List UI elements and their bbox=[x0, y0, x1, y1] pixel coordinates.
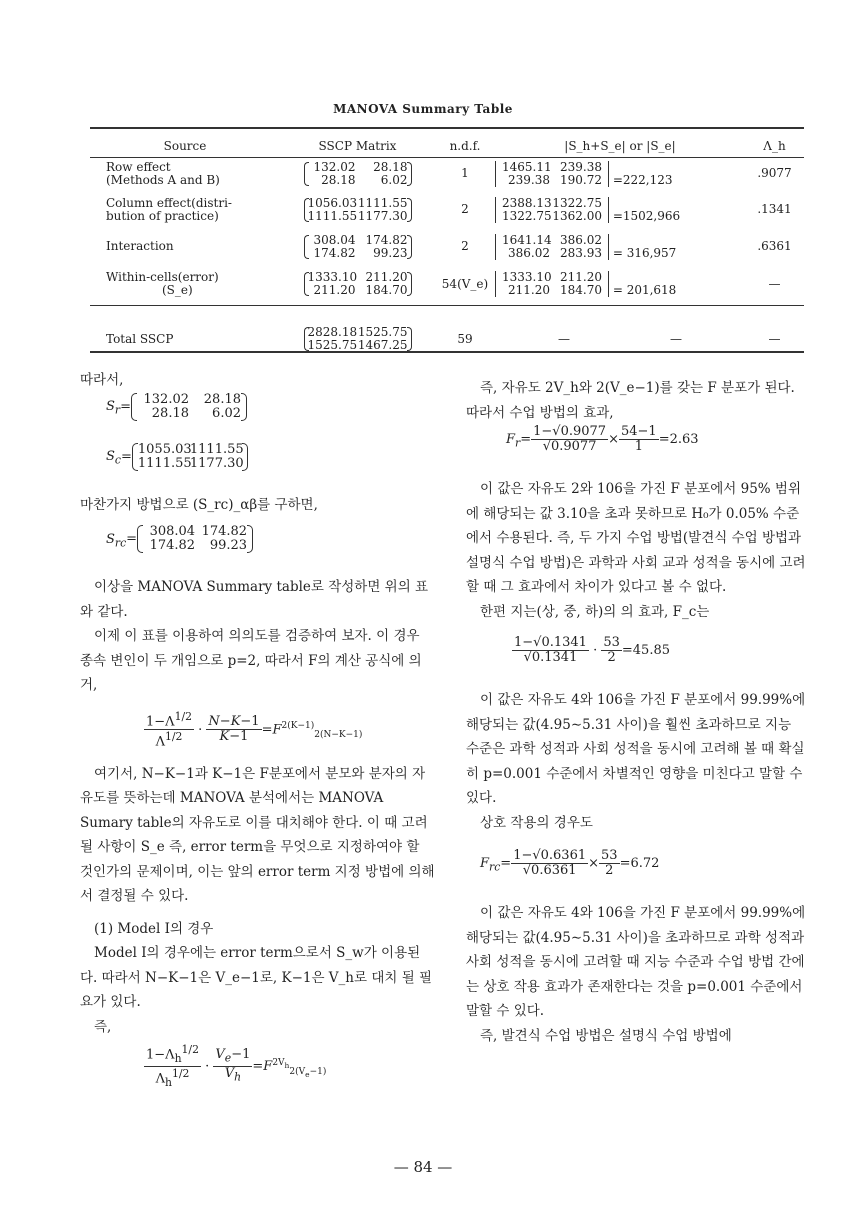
sscp-matrix: 1333.10 211.20 211.20 184.70 bbox=[304, 271, 412, 297]
det-matrix: 2388.131322.75 1322.751362.00 bbox=[495, 197, 609, 223]
table-row: Interaction 308.04 174.82 174.82 99.23 2 1641.14 386.02 386.02 283.93 = 316,957 .6361 bbox=[106, 232, 792, 260]
left-column bbox=[80, 368, 435, 1089]
equation-sr: $S_r=$ 132.02 28.18 28.18 6.02 bbox=[80, 393, 435, 443]
manova-summary-table bbox=[90, 136, 804, 359]
paragraph: 이 값은 자유도 4와 106을 가진 F 분포에서 99.99%에 해당되는 값(4.95∼5.31 사이)을 훨씬 초과하므로 지능 수준은 과학 성적과 사회 성적을 동시에 고려해 볼 때 확실히 p=0.001 수준에서 차별적인 영향을 미친다고 말할 수 있다. bbox=[466, 692, 806, 806]
header-det: |S_h+S_e| or |S_e| bbox=[564, 139, 676, 153]
equation-frc: $F_{rc}=$ $\frac{1-√0.6361}{√0.6361}$ × $\frac{53}{2}$ =6.72 bbox=[480, 848, 660, 878]
paragraph: 한편 지는(상, 중, 하)의 의 효과, F_c는 bbox=[480, 603, 710, 620]
paragraph: 즉, 자유도 2V_h와 2(V_e−1)를 갖는 F 분포가 된다. 따라서 수업 방법의 효과, bbox=[466, 380, 795, 421]
right-column bbox=[466, 376, 806, 1048]
paragraph: 이 값은 자유도 4와 106을 가진 F 분포에서 99.99%에 해당되는 값(4.95∼5.31 사이)을 초과하므로 과학 성적과 사회 성적을 동시에 고려할 때 지능 수준과 수업 방법 간에는 상호 작용 효과가 존재한다는 것을 p=0.001 수준에서 말할 수 있다. bbox=[466, 905, 806, 1019]
header-source: Source bbox=[163, 139, 207, 153]
equation-f-general: $\frac{1-\Lambda^{1/2}}{\Lambda^{1/2}}$ · $\frac{N-K-1}{K-1}$ $=F^{2(K-1)}_{2(N-K-1)}$ bbox=[146, 709, 363, 750]
equation-model1: $\frac{1-\Lambda_h^{1/2}}{\Lambda_h^{1/2}}$ · $\frac{V_e-1}{V_h}$ $=F^{2V_h}_{2(V_e-1)}$ bbox=[146, 1043, 327, 1089]
paragraph: 따라서, bbox=[80, 372, 124, 388]
sscp-matrix: 132.02 28.18 28.18 6.02 bbox=[304, 161, 412, 187]
sscp-matrix: 2828.181525.75 1525.751467.25 bbox=[304, 326, 412, 352]
equation-sc: $S_c=$ 1055.031111.55 1111.551177.30 bbox=[80, 443, 435, 493]
det-matrix: 1333.10 211.20 211.20 184.70 bbox=[495, 271, 609, 297]
section-heading: (1) Model Ⅰ의 경우 bbox=[94, 920, 214, 937]
header-lambda: Λ_h bbox=[763, 139, 786, 153]
table-row: Within-cells(error) (S_e) 1333.10 211.20 211.20 184.70 54(V_e) 1333.10 211.20 211.20 184.70 = 201,618 — bbox=[106, 270, 781, 297]
table-row-total: Total SSCP 2828.181525.75 1525.751467.25 59 — — — bbox=[106, 325, 781, 352]
paragraph: 이상을 MANOVA Summary table로 작성하면 위의 표와 같다. bbox=[80, 579, 429, 620]
sscp-matrix: 1056.031111.55 1111.551177.30 bbox=[304, 197, 412, 223]
paragraph: 즉, 발견식 수업 방법은 설명식 수업 방법에 bbox=[480, 1027, 732, 1044]
table-row: Column effect(distri- bution of practice) 1056.031111.55 1111.551177.30 2 2388.131322.75 1322.751362.00 =1502,966 .1341 bbox=[106, 195, 792, 223]
table-top-rule bbox=[90, 127, 804, 129]
equation-fr: $F_r=$ $\frac{1-√0.9077}{√0.9077}$ × $\frac{54-1}{1}$ =2.63 bbox=[506, 424, 699, 454]
paragraph: 마찬가지 방법으로 (S_rc)_αβ를 구하면, bbox=[80, 496, 318, 513]
paragraph: 여기서, N−K−1과 K−1은 F분포에서 분모와 분자의 자유도를 뜻하는데 MANOVA 분석에서는 MANOVA Sumary table의 자유도로 이를 대치해야 한다. 이 때 고려될 사항이 S_e 즉, error term을 무엇으로 지정하여야 할 것인가의 문제이며, 이는 앞의 error term 지정 방법에 의해서 결정될 수 있다. bbox=[80, 765, 435, 904]
det-matrix: 1641.14 386.02 386.02 283.93 bbox=[495, 234, 609, 260]
sscp-matrix: 308.04 174.82 174.82 99.23 bbox=[304, 234, 412, 260]
det-matrix: 1465.11 239.38 239.38 190.72 bbox=[495, 161, 609, 187]
header-ndf: n.d.f. bbox=[449, 139, 481, 153]
header-sscp: SSCP Matrix bbox=[318, 139, 397, 153]
equation-fc: $\frac{1-√0.1341}{√0.1341}$ · $\frac{53}{2}$ =45.85 bbox=[514, 635, 670, 665]
table-row: Row effect (Methods A and B) 132.02 28.18 28.18 6.02 1 1465.11 239.38 239.38 190.72 =222,123 .9077 bbox=[106, 159, 792, 187]
table-title: MANOVA Summary Table bbox=[333, 102, 513, 116]
paragraph: 이 값은 자유도 2와 106을 가진 F 분포에서 95% 범위에 해당되는 값 3.10을 초과 못하므로 H₀가 0.05% 수준에서 수용된다. 즉, 두 가지 수업 방법(발견식 수업 방법과 설명식 수업 방법)은 과학과 사회 교과 성적을 동시에 고려 할 때 그 효과에서 차이가 있다고 볼 수 없다. bbox=[466, 481, 806, 595]
paragraph: Model Ⅰ의 경우에는 error term으로서 S_w가 이용된다. 따라서 N−K−1은 V_e−1로, K−1은 V_h로 대치 될 필요가 있다. bbox=[80, 945, 433, 1010]
paragraph: 상호 작용의 경우도 bbox=[480, 814, 593, 831]
paragraph: 이제 이 표를 이용하여 의의도를 검증하여 보자. 이 경우 종속 변인이 두 개임으로 p=2, 따라서 F의 계산 공식에 의거, bbox=[80, 628, 422, 693]
paragraph: 즉, bbox=[94, 1018, 112, 1035]
page-number: — 84 — bbox=[393, 1158, 453, 1176]
equation-src: $S_{rc}=$ 308.04 174.82 174.82 99.23 bbox=[80, 517, 435, 575]
